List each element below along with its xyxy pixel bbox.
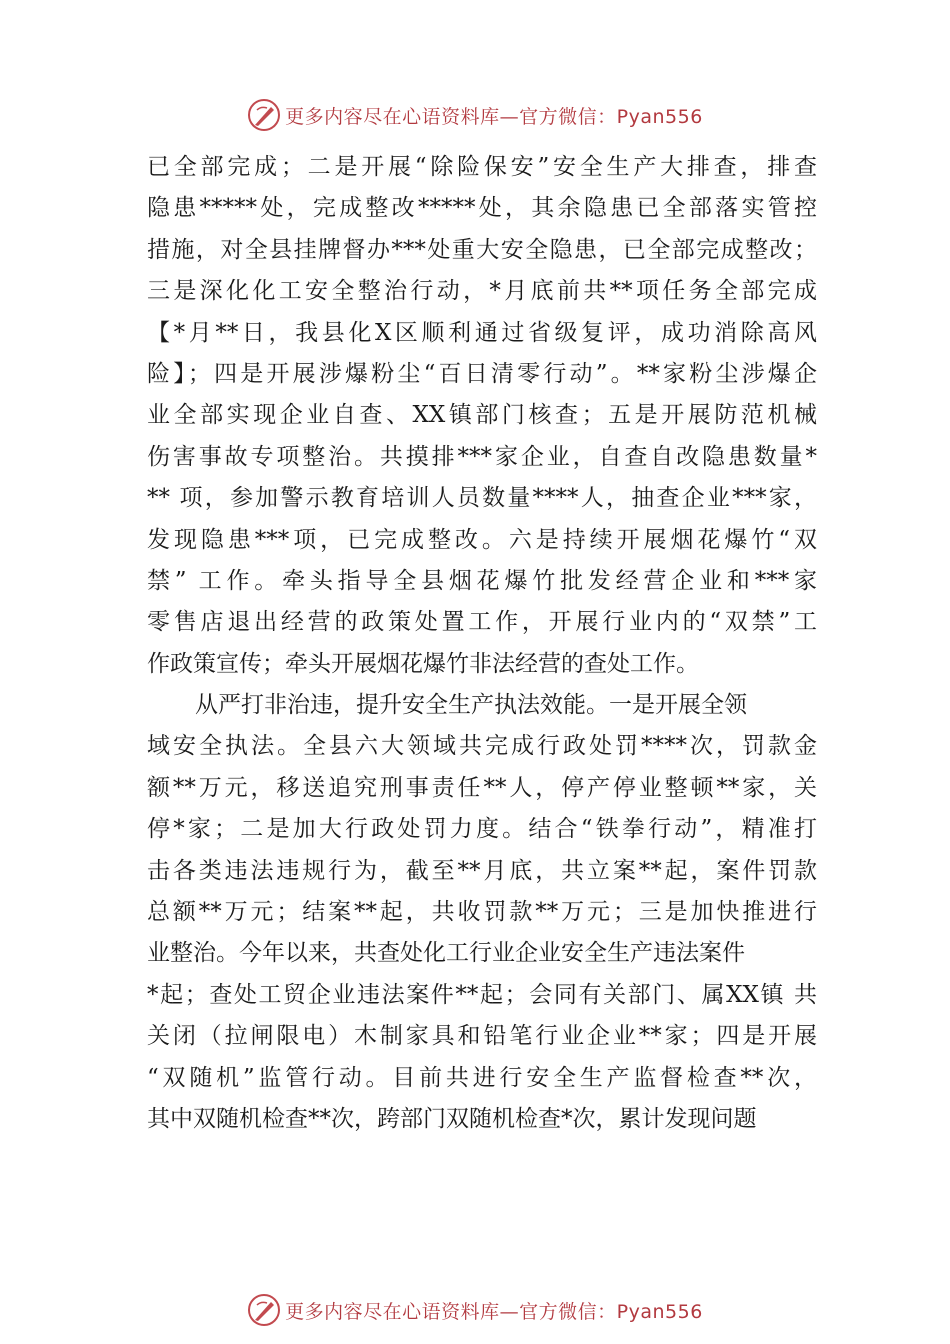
body-line: 伤害事故专项整治。共摸排***家企业，自查自改隐患数量* (147, 443, 817, 470)
body-line: 三是深化化工安全整治行动，*月底前共**项任务全部完成 (147, 278, 817, 305)
body-line: ** 项，参加警示教育培训人员数量****人，抽查企业***家， (147, 485, 817, 512)
body-line: 禁” 工作。牵头指导全县烟花爆竹批发经营企业和***家 (147, 567, 817, 594)
body-line: *起；查处工贸企业违法案件**起；会同有关部门、属XX镇 共 (147, 981, 817, 1008)
footer-watermark-text: 更多内容尽在心语资料库—官方微信：Pyan556 (285, 1300, 703, 1323)
body-line: 已全部完成；二是开展“除险保安”安全生产大排查，排查 (147, 154, 817, 180)
body-line: 零售店退出经营的政策处置工作，开展行业内的“双禁”工 (147, 609, 817, 636)
body-line: 总额**万元；结案**起，共收罚款**万元；三是加快推进行 (147, 899, 817, 926)
body-line: 从严打非治违，提升安全生产执法效能。一是开展全领 (195, 692, 747, 719)
body-line: 业整治。今年以来，共查处化工行业企业安全生产违法案件 (147, 940, 745, 967)
body-line: “双随机”监管行动。目前共进行安全生产监督检查**次， (147, 1064, 817, 1091)
body-line: 作政策宣传；牵头开展烟花爆竹非法经营的查处工作。 (147, 650, 699, 677)
body-line: 业全部实现企业自查、XX镇部门核查；五是开展防范机械 (147, 402, 817, 429)
header-watermark-text: 更多内容尽在心语资料库—官方微信：Pyan556 (285, 105, 703, 128)
body-line: 险】；四是开展涉爆粉尘“百日清零行动”。**家粉尘涉爆企 (147, 360, 817, 387)
body-line: 域安全执法。全县六大领域共完成行政处罚****次，罚款金 (147, 733, 817, 760)
body-line: 其中双随机检查**次，跨部门双随机检查*次，累计发现问题 (147, 1105, 757, 1132)
body-line: 停*家；二是加大行政处罚力度。结合“铁拳行动”，精准打 (147, 816, 817, 843)
document-body (147, 147, 817, 1140)
body-line: 额**万元，移送追究刑事责任**人，停产停业整顿**家，关 (147, 774, 817, 801)
body-line: 发现隐患***项，已完成整改。六是持续开展烟花爆竹“双 (147, 526, 817, 553)
footer-watermark (0, 1290, 950, 1330)
body-line: 关闭（拉闸限电）木制家具和铅笔行业企业**家；四是开展 (147, 1023, 817, 1050)
body-line: 措施，对全县挂牌督办***处重大安全隐患，已全部完成整改； (147, 236, 817, 263)
body-line: 击各类违法违规行为，截至**月底，共立案**起，案件罚款 (147, 857, 817, 884)
body-line: 隐患*****处，完成整改*****处，其余隐患已全部落实管控 (147, 195, 817, 222)
quill-logo-icon (247, 1293, 281, 1327)
quill-logo-icon (247, 98, 281, 132)
header-watermark (0, 95, 950, 135)
body-line: 【*月**日，我县化X区顺利通过省级复评，成功消除高风 (147, 319, 817, 346)
